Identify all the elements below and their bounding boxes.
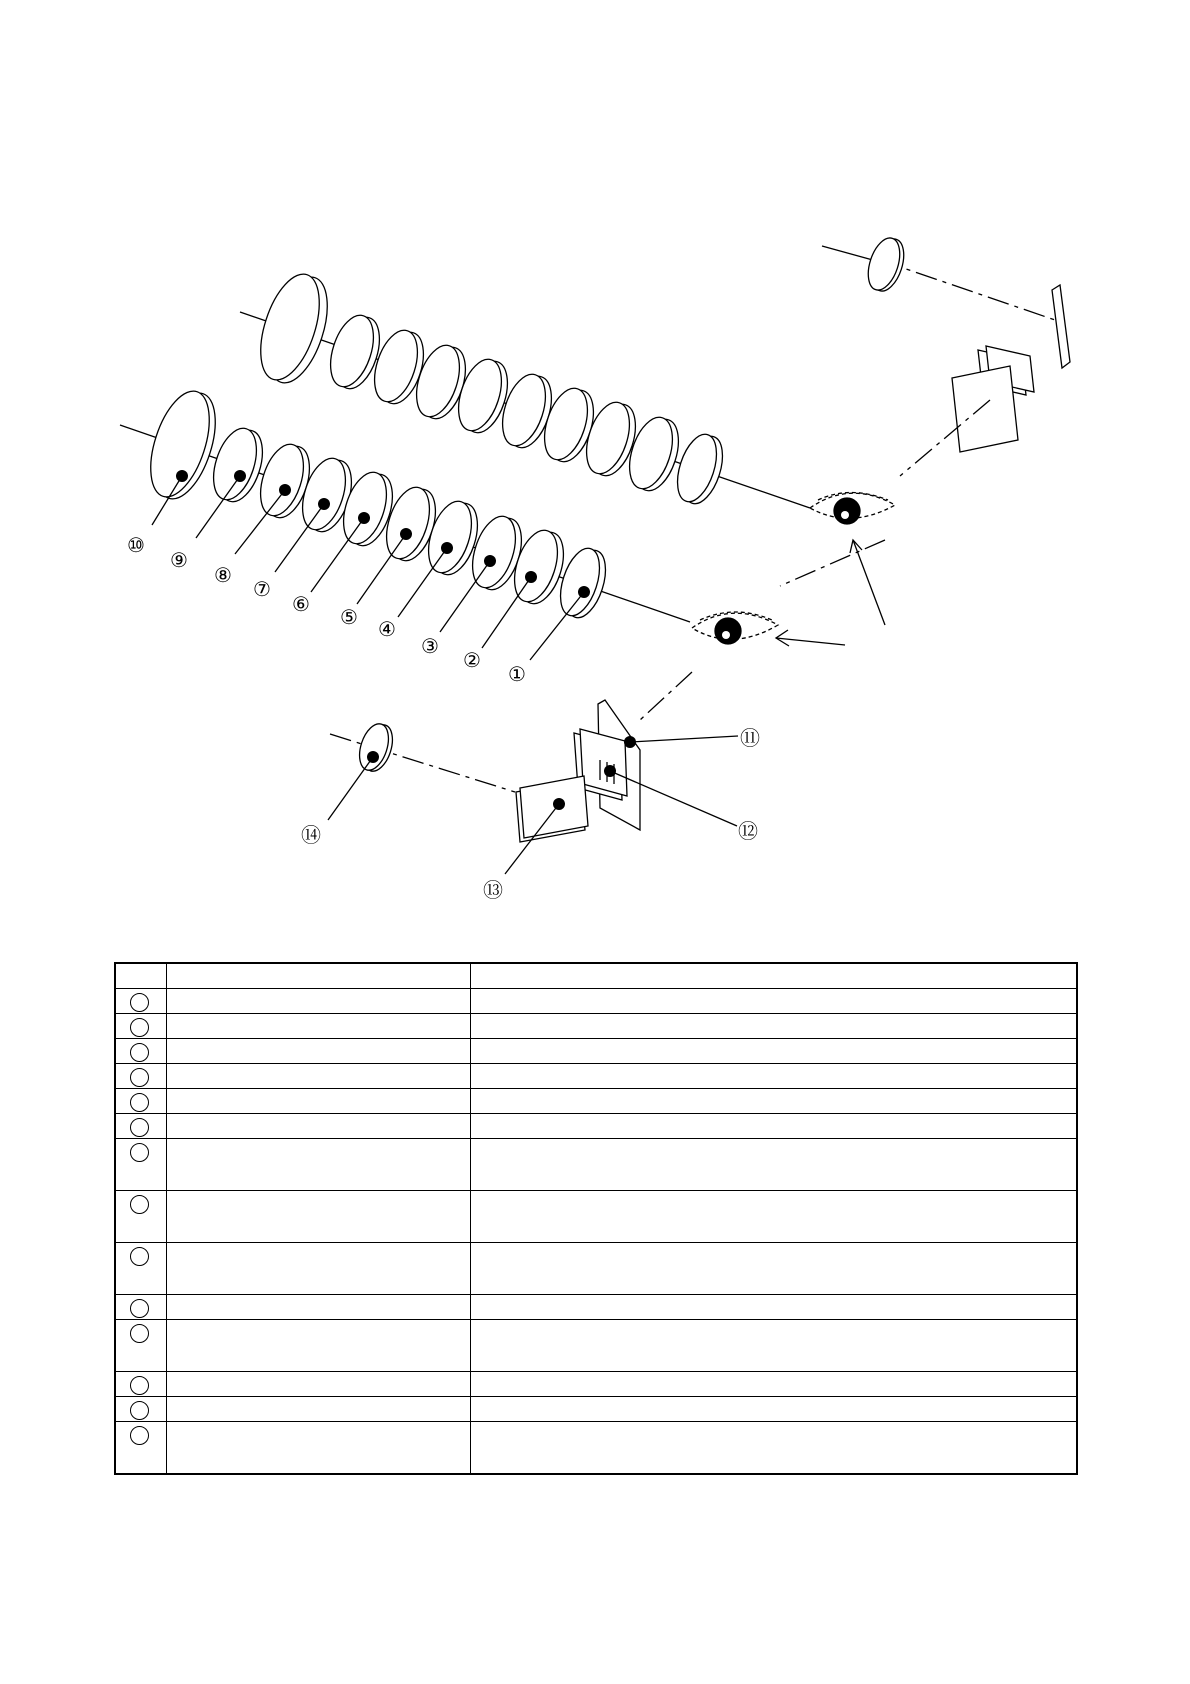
row-name-cell	[167, 1243, 471, 1295]
callout-label-8: ⑧	[214, 563, 232, 587]
callout-label-12: ⑫	[738, 819, 758, 843]
callout-label-3: ③	[421, 634, 439, 658]
header-name	[167, 963, 471, 989]
callout-label-10: ⑩	[127, 533, 145, 557]
row-description-cell	[471, 1320, 1078, 1372]
callout-label-5: ⑤	[340, 605, 358, 629]
row-number-cell	[115, 1114, 167, 1139]
number-circle-icon	[130, 1195, 149, 1214]
callout-label-1: ①	[508, 662, 526, 686]
row-name-cell	[167, 1397, 471, 1422]
table-row	[115, 989, 1077, 1014]
parts-table	[114, 962, 1078, 1475]
row-description-cell	[471, 1295, 1078, 1320]
row-name-cell	[167, 989, 471, 1014]
callout-label-13: ⑬	[483, 878, 503, 900]
table-header-row	[115, 963, 1077, 989]
table-row	[115, 1191, 1077, 1243]
row-number-cell	[115, 1295, 167, 1320]
number-circle-icon	[130, 1043, 149, 1062]
callout-label-7: ⑦	[253, 577, 271, 601]
row-description-cell	[471, 1372, 1078, 1397]
callout-label-6: ⑥	[292, 592, 310, 616]
callout-label-4: ④	[378, 617, 396, 641]
row-name-cell	[167, 1089, 471, 1114]
row-description-cell	[471, 1014, 1078, 1039]
header-description	[471, 963, 1078, 989]
table-row	[115, 1064, 1077, 1089]
table-row	[115, 1243, 1077, 1295]
row-name-cell	[167, 1014, 471, 1039]
row-number-cell	[115, 1014, 167, 1039]
row-number-cell	[115, 1064, 167, 1089]
row-name-cell	[167, 1114, 471, 1139]
row-name-cell	[167, 1372, 471, 1397]
bottom-assembly	[330, 700, 640, 842]
row-description-cell	[471, 1039, 1078, 1064]
row-name-cell	[167, 1422, 471, 1475]
table-row	[115, 1397, 1077, 1422]
callout-label-9: ⑨	[170, 548, 188, 572]
table-row	[115, 1295, 1077, 1320]
row-description-cell	[471, 1422, 1078, 1475]
table-row	[115, 1422, 1077, 1475]
number-circle-icon	[130, 1143, 149, 1162]
row-number-cell	[115, 1422, 167, 1475]
row-name-cell	[167, 1139, 471, 1191]
row-number-cell	[115, 1191, 167, 1243]
row-description-cell	[471, 1191, 1078, 1243]
row-number-cell	[115, 1039, 167, 1064]
number-circle-icon	[130, 1324, 149, 1343]
number-circle-icon	[130, 1247, 149, 1266]
row-description-cell	[471, 1397, 1078, 1422]
table-row	[115, 1014, 1077, 1039]
row-description-cell	[471, 989, 1078, 1014]
row-number-cell	[115, 1320, 167, 1372]
row-number-cell	[115, 1372, 167, 1397]
row-name-cell	[167, 1064, 471, 1089]
number-circle-icon	[130, 1401, 149, 1420]
row-number-cell	[115, 989, 167, 1014]
upper-lens-train	[240, 234, 1070, 509]
table-row	[115, 1320, 1077, 1372]
callout-label-14: ⑭	[301, 823, 321, 847]
number-circle-icon	[130, 1426, 149, 1445]
number-circle-icon	[130, 1018, 149, 1037]
number-circle-icon	[130, 1299, 149, 1318]
table-row	[115, 1139, 1077, 1191]
number-circle-icon	[130, 1093, 149, 1112]
table-row	[115, 1372, 1077, 1397]
row-number-cell	[115, 1243, 167, 1295]
row-number-cell	[115, 1397, 167, 1422]
row-description-cell	[471, 1064, 1078, 1089]
number-circle-icon	[130, 1376, 149, 1395]
row-name-cell	[167, 1039, 471, 1064]
callout-label-11: ⑪	[740, 726, 760, 750]
row-name-cell	[167, 1295, 471, 1320]
callout-label-2: ②	[463, 648, 481, 672]
row-number-cell	[115, 1139, 167, 1191]
table-row	[115, 1039, 1077, 1064]
table-row	[115, 1089, 1077, 1114]
row-number-cell	[115, 1089, 167, 1114]
lower-eye-icon	[640, 612, 845, 720]
header-number	[115, 963, 167, 989]
row-description-cell	[471, 1089, 1078, 1114]
row-description-cell	[471, 1139, 1078, 1191]
row-description-cell	[471, 1243, 1078, 1295]
number-circle-icon	[130, 1068, 149, 1087]
number-circle-icon	[130, 993, 149, 1012]
table-row	[115, 1114, 1077, 1139]
row-description-cell	[471, 1114, 1078, 1139]
upper-eye-icon	[810, 493, 895, 626]
row-name-cell	[167, 1191, 471, 1243]
number-circle-icon	[130, 1118, 149, 1137]
row-name-cell	[167, 1320, 471, 1372]
